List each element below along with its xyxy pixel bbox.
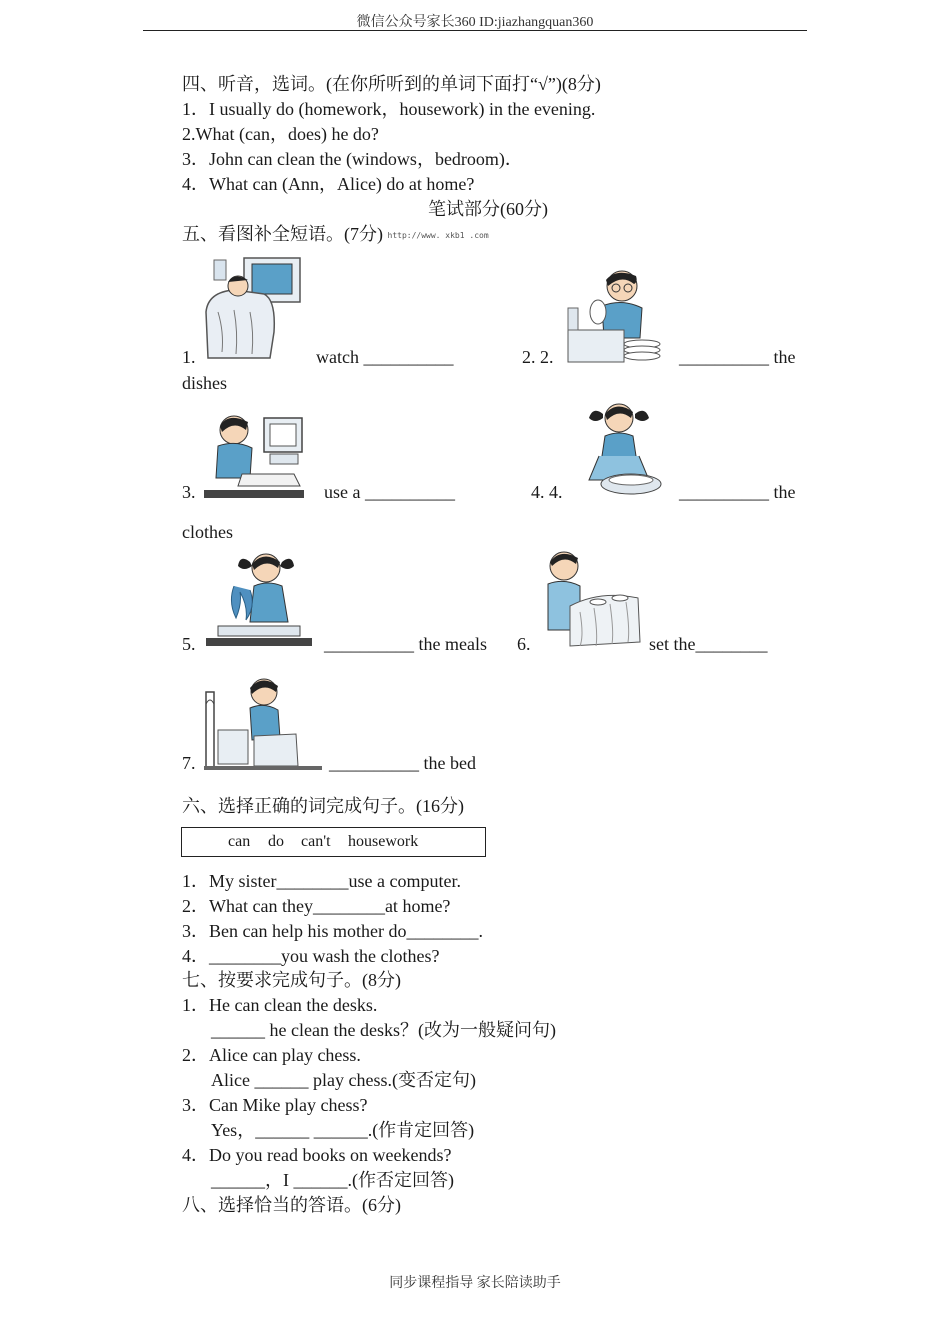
part8-title: 八、选择恰当的答语。(6分) <box>182 1195 401 1215</box>
part4-title: 四、听音，选词。(在你所听到的单词下面打“√”)(8分) <box>182 74 601 94</box>
part5-item-1-num: 1. <box>182 347 196 367</box>
part5-item-4-text: __________ the <box>679 482 796 502</box>
word-bank-do: do <box>268 833 284 850</box>
header-divider <box>143 30 807 31</box>
boy-setting-table-picture <box>540 546 642 648</box>
part5-item-5-num: 5. <box>182 634 196 654</box>
part6-item-4: 4．________you wash the clothes? <box>182 946 440 966</box>
part5-item-2-text: __________ the <box>679 347 796 367</box>
part7-item-1-answer: ______ he clean the desks？(改为一般疑问句) <box>211 1020 556 1040</box>
part5-item-2-num: 2. 2. <box>522 347 554 367</box>
part4-item-4: 4．What can (Ann，Alice) do at home? <box>182 174 475 194</box>
watermark-url: http://www. xkb1 .com <box>387 230 489 240</box>
part7-item-4-question: 4．Do you read books on weekends? <box>182 1145 452 1165</box>
word-bank-cant: can't <box>301 833 331 850</box>
part7-item-4-answer: ______，I ______.(作否定回答) <box>211 1170 454 1190</box>
part5-title <box>182 222 489 248</box>
part5-item-3-text: use a __________ <box>324 482 455 502</box>
page-footer: 同步课程指导 家长陪读助手 <box>389 1276 561 1291</box>
boy-watching-tv-picture <box>204 252 302 360</box>
part5-item-3-num: 3. <box>182 482 196 502</box>
part5-item-7-num: 7. <box>182 753 196 773</box>
part6-item-2: 2．What can they________at home? <box>182 896 451 916</box>
part4-item-2: 2.What (can，does) he do? <box>182 124 379 144</box>
word-bank-can: can <box>228 833 251 850</box>
part7-item-3-answer: Yes，______ ______.(作肯定回答) <box>211 1120 475 1140</box>
part5-item-6-text: set the________ <box>649 634 768 654</box>
girl-cooking-picture <box>206 546 312 650</box>
part6-title: 六、选择正确的词完成句子。(16分) <box>182 796 464 816</box>
part6-item-1: 1．My sister________use a computer. <box>182 871 461 891</box>
boy-using-computer-picture <box>204 412 304 498</box>
part4-item-3: 3．John can clean the (windows，bedroom)． <box>182 149 523 169</box>
part5-item-2-continuation: dishes <box>182 373 227 393</box>
part5-item-1-text: watch __________ <box>316 347 454 367</box>
word-bank-housework: housework <box>348 833 419 850</box>
part7-title: 七、按要求完成句子。(8分) <box>182 970 401 990</box>
part7-item-3-question: 3．Can Mike play chess? <box>182 1095 368 1115</box>
boy-washing-dishes-picture <box>564 268 662 364</box>
part6-item-3: 3．Ben can help his mother do________. <box>182 921 483 941</box>
part7-item-2-question: 2．Alice can play chess. <box>182 1045 361 1065</box>
page-header: 微信公众号家长360 ID:jiazhangquan360 <box>356 15 594 30</box>
part5-item-7-text: __________ the bed <box>329 753 476 773</box>
part5-title-text: 五、看图补全短语。(7分) <box>182 224 383 244</box>
part5-item-4-continuation: clothes <box>182 522 233 542</box>
part5-item-4-num: 4. 4. <box>531 482 563 502</box>
part5-item-5-text: __________ the meals <box>324 634 487 654</box>
part7-item-2-answer: Alice ______ play chess.(变否定句) <box>211 1070 476 1090</box>
written-section-heading: 笔试部分(60分) <box>428 199 548 219</box>
part4-item-1: 1．I usually do (homework，housework) in the evening. <box>182 99 596 119</box>
girl-washing-clothes-picture <box>569 396 663 498</box>
word-bank-box <box>181 827 486 857</box>
part7-item-1-question: 1．He can clean the desks. <box>182 995 378 1015</box>
girl-making-bed-picture <box>204 674 322 770</box>
part5-item-6-num: 6. <box>517 634 531 654</box>
